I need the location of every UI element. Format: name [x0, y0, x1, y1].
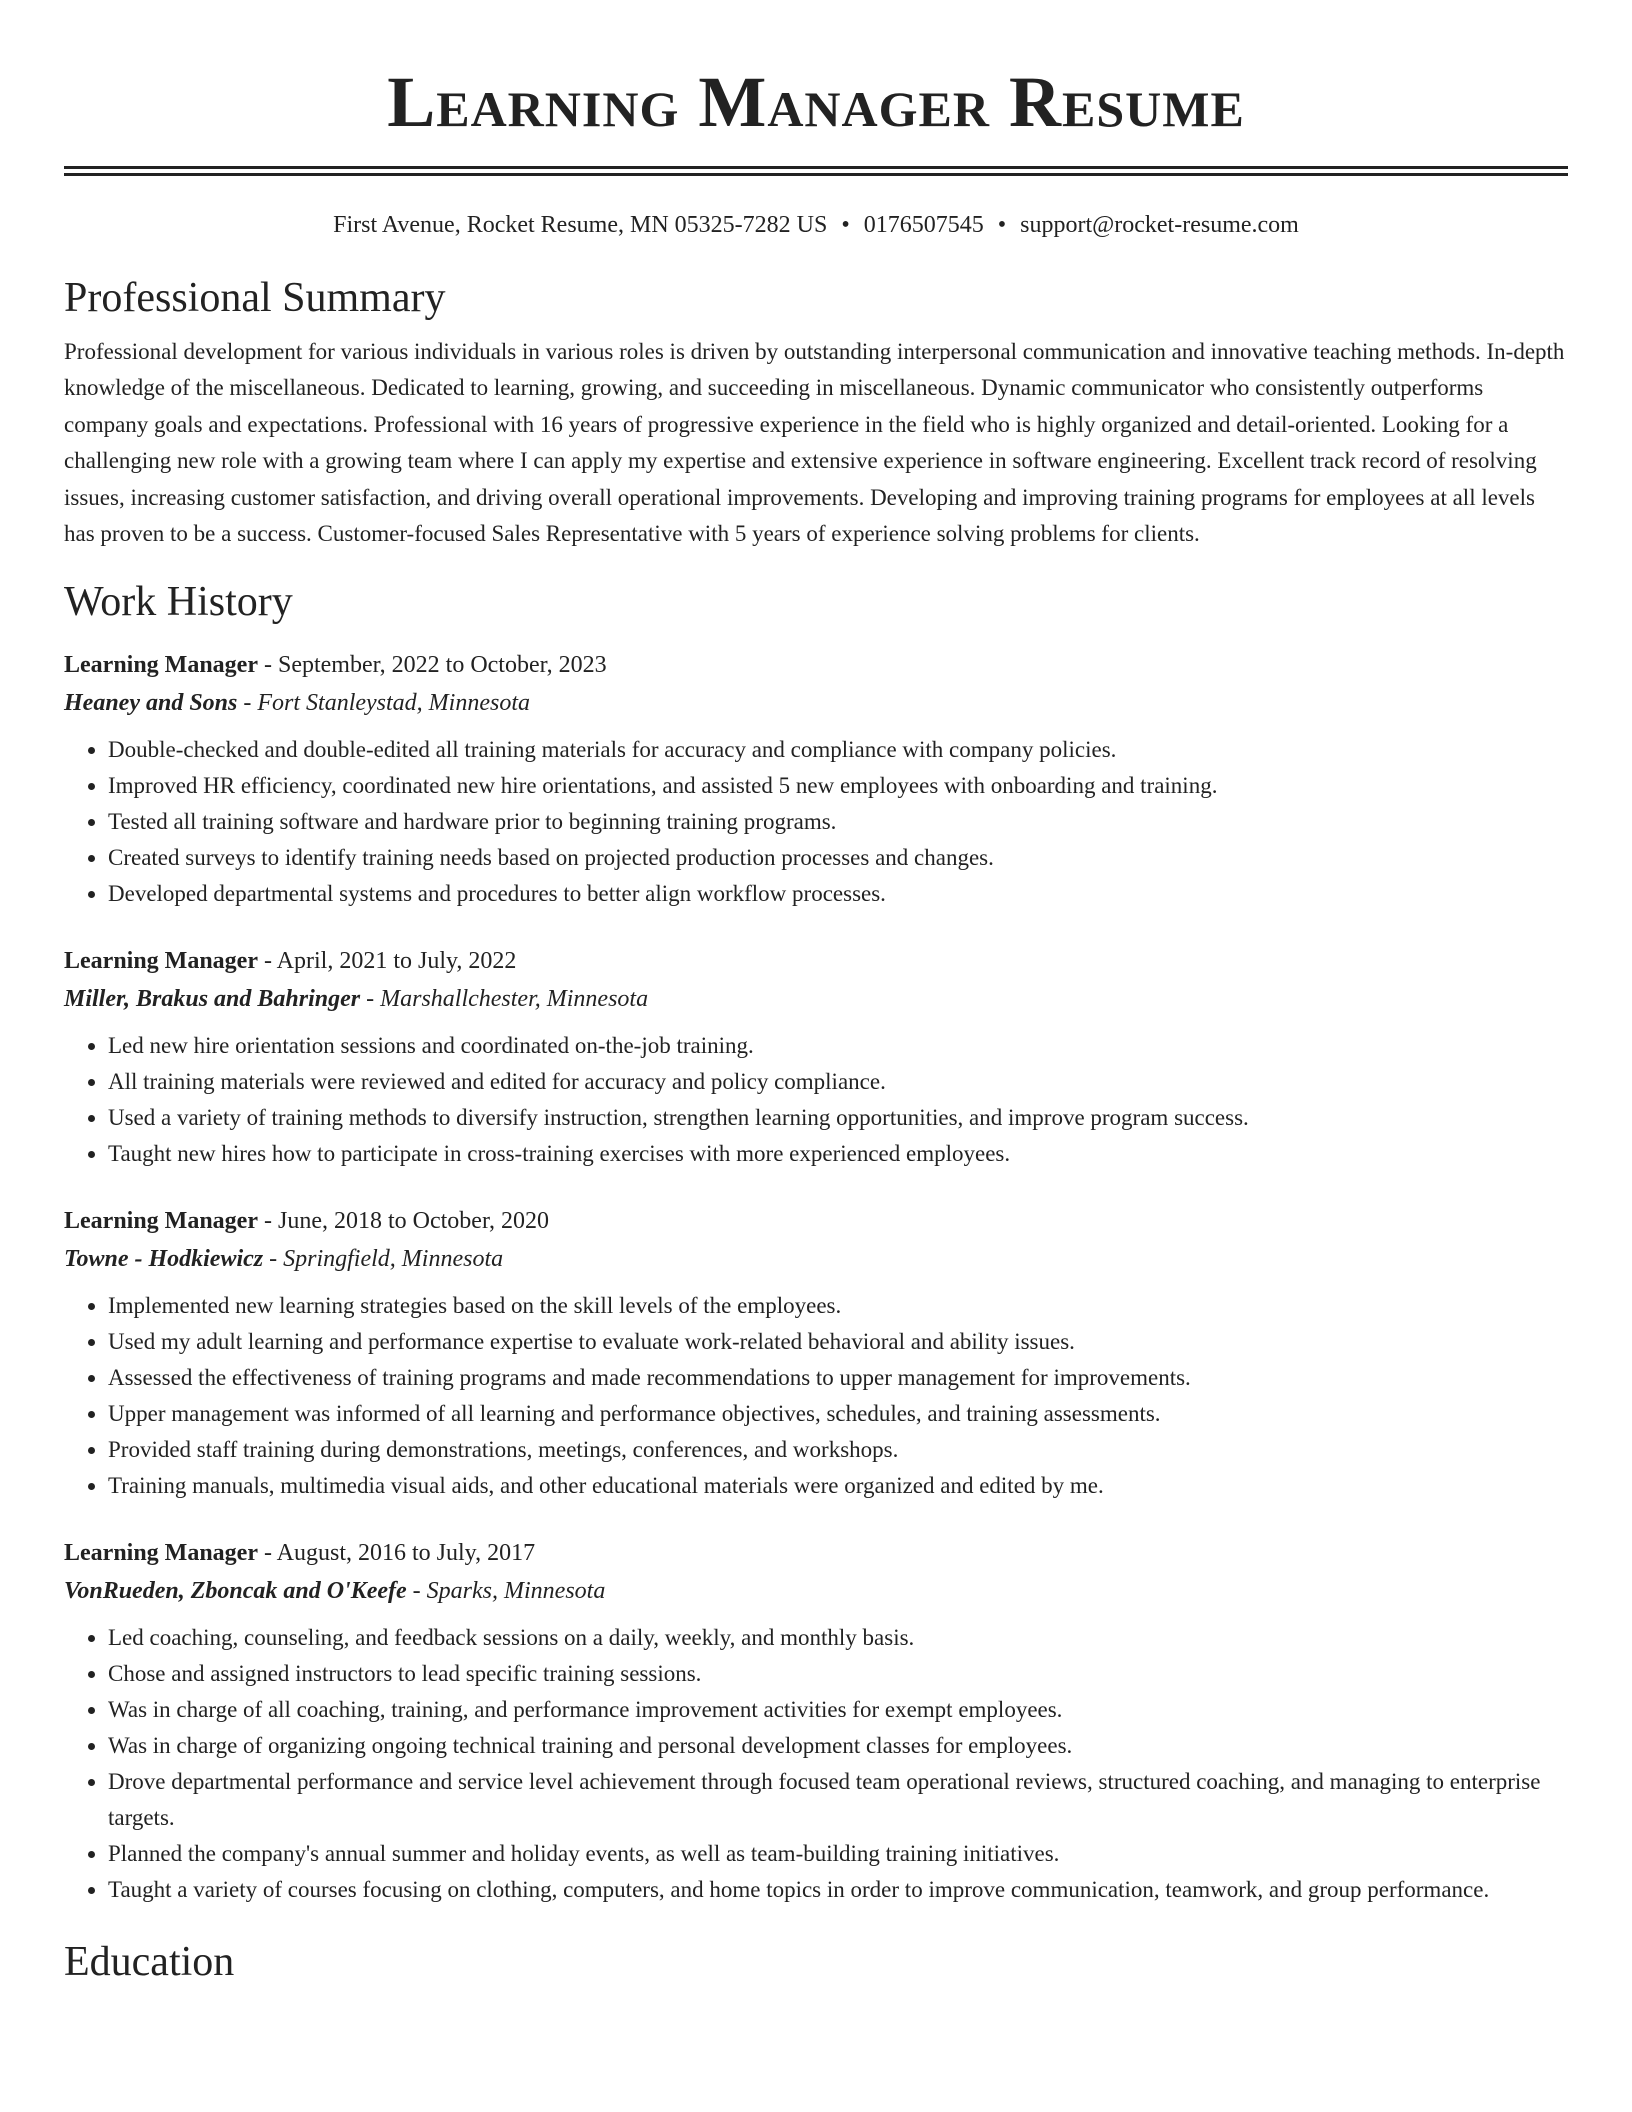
job-bullets: [64, 1288, 1568, 1504]
job-role: Learning Manager: [64, 652, 258, 679]
job-company-line: [64, 1572, 1568, 1610]
job-title-line: [64, 646, 1568, 684]
job-location: Marshallchester, Minnesota: [380, 986, 649, 1013]
job-bullet: • Led new hire orientation sessions and coordinated on-the-job training.: [108, 1028, 1568, 1064]
job-company: Heaney and Sons: [64, 690, 238, 717]
contact-phone: 0176507545: [863, 212, 984, 238]
job-bullet: • Tested all training software and hardware prior to beginning training programs.: [108, 804, 1568, 840]
title-divider: [64, 166, 1568, 176]
job-bullet: • Training manuals, multimedia visual aids, and other educational materials were organized and edited by me.: [108, 1468, 1568, 1504]
job-role: Learning Manager: [64, 948, 258, 975]
job-dates: June, 2018 to October, 2020: [277, 1208, 549, 1235]
job-role: Learning Manager: [64, 1208, 258, 1235]
job-company: Towne - Hodkiewicz: [64, 1246, 264, 1273]
job-dates: September, 2022 to October, 2023: [277, 652, 607, 679]
contact-separator: •: [997, 212, 1007, 238]
contact-address: First Avenue, Rocket Resume, MN 05325-7282 US: [333, 212, 828, 238]
job-bullet: • Created surveys to identify training needs based on projected production processes and changes.: [108, 840, 1568, 876]
job-bullets: [64, 1028, 1568, 1172]
job-bullet: • All training materials were reviewed and edited for accuracy and policy compliance.: [108, 1064, 1568, 1100]
job-bullet: • Led coaching, counseling, and feedback sessions on a daily, weekly, and monthly basis.: [108, 1620, 1568, 1656]
work-history-heading: Work History: [64, 579, 293, 626]
job-dates: August, 2016 to July, 2017: [276, 1540, 536, 1567]
job-bullet: • Upper management was informed of all learning and performance objectives, schedules, and training assessments.: [108, 1396, 1568, 1432]
job-bullet: • Used a variety of training methods to diversify instruction, strengthen learning opportunities, and improve program success.: [108, 1100, 1568, 1136]
job-location: Springfield, Minnesota: [283, 1246, 504, 1273]
job-bullet: • Provided staff training during demonstrations, meetings, conferences, and workshops.: [108, 1432, 1568, 1468]
job-bullet: • Drove departmental performance and service level achievement through focused team operational reviews, structured coaching, and managing to enterprise targets.: [108, 1764, 1568, 1836]
job-location: Fort Stanleystad, Minnesota: [257, 690, 530, 717]
contact-separator: •: [841, 212, 850, 238]
job-company-line: [64, 980, 1568, 1018]
summary-text: Professional development for various individuals in various roles is driven by outstanding interpersonal communication and innovative teaching methods. In-depth knowledge of the miscellaneous. Dedicated to learning, growing, and succeeding in miscellaneous. Dynamic communicator who consistently outperforms company goals and expectations. Professional with 16 years of progressive experience in the field who is highly organized and detail-oriented. Looking for a challenging new role with a growing team where I can apply my expertise and extensive experience in software engineering. Excellent track record of resolving issues, increasing customer satisfaction, and driving overall operational improvements. Developing and improving training programs for employees at all levels has proven to be a success. Customer-focused Sales Representative with 5 years of experience solving problems for clients.: [64, 339, 1565, 547]
job-title-line: [64, 1202, 1568, 1240]
job-bullet: • Was in charge of organizing ongoing technical training and personal development classes for employees.: [108, 1728, 1568, 1764]
job-dates: April, 2021 to July, 2022: [276, 948, 517, 975]
job-dash: -: [257, 1540, 277, 1567]
job-bullet: • Used my adult learning and performance expertise to evaluate work-related behavioral and ability issues.: [108, 1324, 1568, 1360]
job-bullets: [64, 1620, 1568, 1908]
job-dash: -: [257, 948, 277, 975]
job-dash: -: [237, 690, 258, 717]
job-dash: -: [263, 1246, 284, 1273]
job-bullet: • Assessed the effectiveness of training programs and made recommendations to upper management for improvements.: [108, 1360, 1568, 1396]
job-bullet: • Improved HR efficiency, coordinated new hire orientations, and assisted 5 new employees with onboarding and training.: [108, 768, 1568, 804]
education-heading: Education: [64, 1939, 235, 1986]
job-company: Miller, Brakus and Bahringer: [64, 986, 361, 1013]
job-bullet: • Chose and assigned instructors to lead specific training sessions.: [108, 1656, 1568, 1692]
job-entry: [64, 942, 1568, 1172]
job-bullet: • Double-checked and double-edited all training materials for accuracy and compliance with company policies.: [108, 732, 1568, 768]
job-bullet: • Was in charge of all coaching, training, and performance improvement activities for exempt employees.: [108, 1692, 1568, 1728]
job-company-line: [64, 684, 1568, 722]
page-title: Learning Manager Resume: [387, 62, 1245, 142]
job-bullet: • Implemented new learning strategies based on the skill levels of the employees.: [108, 1288, 1568, 1324]
job-title-line: [64, 942, 1568, 980]
job-dash: -: [257, 652, 278, 679]
job-bullet: • Taught a variety of courses focusing on clothing, computers, and home topics in order to improve communication, teamwork, and group performance.: [108, 1872, 1568, 1908]
job-bullets: [64, 732, 1568, 912]
job-bullet: • Taught new hires how to participate in cross-training exercises with more experienced employees.: [108, 1136, 1568, 1172]
job-company-line: [64, 1240, 1568, 1278]
job-entry: [64, 1202, 1568, 1504]
job-role: Learning Manager: [64, 1540, 258, 1567]
job-dash: -: [406, 1578, 427, 1605]
job-bullet: • Developed departmental systems and procedures to better align workflow processes.: [108, 876, 1568, 912]
contact-line: [64, 208, 1568, 242]
contact-email: support@rocket-resume.com: [1020, 212, 1299, 238]
job-title-line: [64, 1534, 1568, 1572]
job-dash: -: [360, 986, 381, 1013]
job-location: Sparks, Minnesota: [426, 1578, 606, 1605]
job-dash: -: [257, 1208, 278, 1235]
job-company: VonRueden, Zboncak and O'Keefe: [64, 1578, 407, 1605]
job-entry: [64, 1534, 1568, 1908]
job-entry: [64, 646, 1568, 912]
job-bullet: • Planned the company's annual summer and holiday events, as well as team-building training initiatives.: [108, 1836, 1568, 1872]
summary-heading: Professional Summary: [64, 275, 446, 321]
